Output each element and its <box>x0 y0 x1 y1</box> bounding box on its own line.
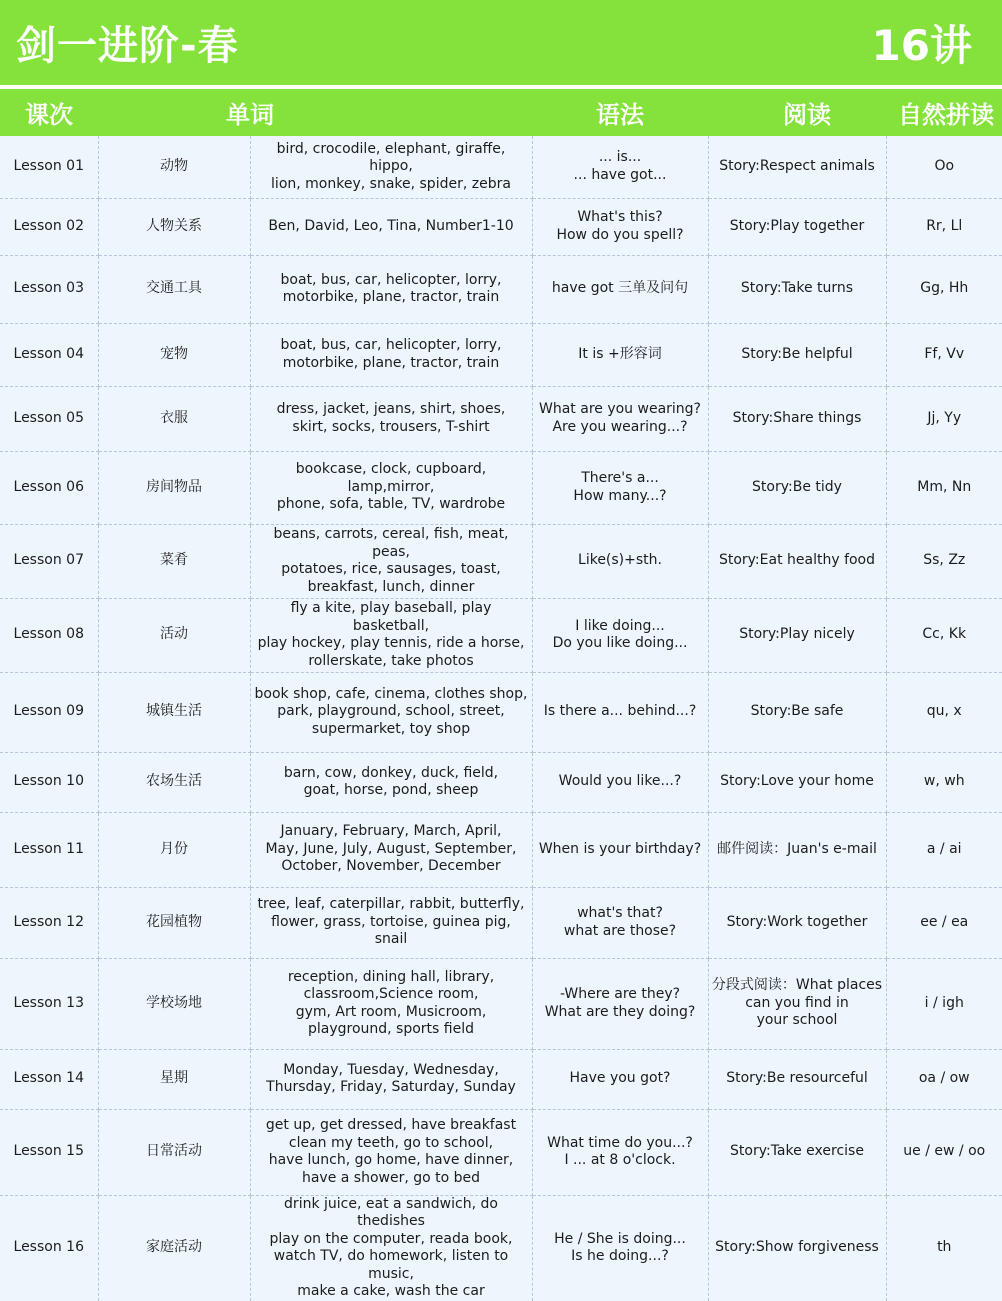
topic-cell: 动物 <box>98 136 250 198</box>
header-words: 单词 <box>226 101 274 129</box>
words-cell: January, February, March, April, May, June, July, August, September, October, November, December <box>250 812 532 887</box>
table-row <box>0 887 1002 958</box>
topic-cell: 城镇生活 <box>98 672 250 752</box>
topic-cell: 活动 <box>98 598 250 672</box>
table-row <box>0 812 1002 887</box>
words-cell: beans, carrots, cereal, fish, meat, peas, potatoes, rice, sausages, toast, breakfast, lunch, dinner <box>250 524 532 598</box>
reading-cell: Story:Take turns <box>708 255 886 323</box>
reading-cell: Story:Be safe <box>708 672 886 752</box>
title-bar <box>0 0 1002 85</box>
table-row <box>0 1195 1002 1301</box>
words-cell: book shop, cafe, cinema, clothes shop, park, playground, school, street, supermarket, toy shop <box>250 672 532 752</box>
table-row <box>0 323 1002 386</box>
reading-cell: Story:Play together <box>708 198 886 255</box>
phonics-cell: qu, x <box>886 672 1002 752</box>
phonics-cell: ee / ea <box>886 887 1002 958</box>
table-row <box>0 672 1002 752</box>
topic-cell: 日常活动 <box>98 1109 250 1195</box>
reading-cell: 分段式阅读：What places can you find in your school <box>708 958 886 1049</box>
topic-cell: 星期 <box>98 1049 250 1109</box>
reading-cell: Story:Love your home <box>708 752 886 812</box>
reading-cell: Story:Respect animals <box>708 136 886 198</box>
topic-cell: 家庭活动 <box>98 1195 250 1301</box>
grammar-cell: -Where are they? What are they doing? <box>532 958 708 1049</box>
phonics-cell: Oo <box>886 136 1002 198</box>
reading-cell: Story:Play nicely <box>708 598 886 672</box>
header-lesson: 课次 <box>25 101 73 129</box>
reading-cell: 邮件阅读：Juan's e-mail <box>708 812 886 887</box>
topic-cell: 宠物 <box>98 323 250 386</box>
header-phonics: 自然拼读 <box>898 101 994 129</box>
table-row <box>0 255 1002 323</box>
lesson-cell: Lesson 03 <box>0 255 98 323</box>
topic-cell: 人物关系 <box>98 198 250 255</box>
words-cell: bookcase, clock, cupboard, lamp,mirror, phone, sofa, table, TV, wardrobe <box>250 451 532 524</box>
words-cell: reception, dining hall, library, classroom,Science room, gym, Art room, Musicroom, playground, sports field <box>250 958 532 1049</box>
grammar-cell: When is your birthday? <box>532 812 708 887</box>
header-grammar: 语法 <box>596 101 644 129</box>
topic-cell: 月份 <box>98 812 250 887</box>
table-row <box>0 136 1002 198</box>
lesson-cell: Lesson 12 <box>0 887 98 958</box>
phonics-cell: Mm, Nn <box>886 451 1002 524</box>
grammar-cell: What's this? How do you spell? <box>532 198 708 255</box>
reading-cell: Story:Work together <box>708 887 886 958</box>
phonics-cell: oa / ow <box>886 1049 1002 1109</box>
phonics-cell: Ff, Vv <box>886 323 1002 386</box>
phonics-cell: Gg, Hh <box>886 255 1002 323</box>
phonics-cell: Jj, Yy <box>886 386 1002 451</box>
grammar-cell: ... is... ... have got... <box>532 136 708 198</box>
phonics-cell: i / igh <box>886 958 1002 1049</box>
grammar-cell: It is +形容词 <box>532 323 708 386</box>
grammar-cell: Like(s)+sth. <box>532 524 708 598</box>
topic-cell: 农场生活 <box>98 752 250 812</box>
table-row <box>0 386 1002 451</box>
phonics-cell: ue / ew / oo <box>886 1109 1002 1195</box>
lesson-cell: Lesson 06 <box>0 451 98 524</box>
lesson-count: 16讲 <box>871 20 972 70</box>
words-cell: boat, bus, car, helicopter, lorry, motorbike, plane, tractor, train <box>250 323 532 386</box>
words-cell: drink juice, eat a sandwich, do thedishes play on the computer, reada book, watch TV, do homework, listen to music, make a cake, wash the car <box>250 1195 532 1301</box>
topic-cell: 学校场地 <box>98 958 250 1049</box>
grammar-cell: what's that? what are those? <box>532 887 708 958</box>
page-title: 剑一进阶-春 <box>16 23 239 69</box>
grammar-cell: Would you like...? <box>532 752 708 812</box>
grammar-cell: Have you got? <box>532 1049 708 1109</box>
grammar-cell: What are you wearing? Are you wearing...? <box>532 386 708 451</box>
reading-cell: Story:Be tidy <box>708 451 886 524</box>
words-cell: tree, leaf, caterpillar, rabbit, butterfly, flower, grass, tortoise, guinea pig, snail <box>250 887 532 958</box>
table-row <box>0 958 1002 1049</box>
lesson-cell: Lesson 14 <box>0 1049 98 1109</box>
table-header <box>0 89 1002 136</box>
words-cell: Ben, David, Leo, Tina, Number1-10 <box>250 198 532 255</box>
header-reading: 阅读 <box>783 101 831 129</box>
table-row <box>0 524 1002 598</box>
grammar-cell: He / She is doing... Is he doing...? <box>532 1195 708 1301</box>
words-cell: get up, get dressed, have breakfast clean my teeth, go to school, have lunch, go home, have dinner, have a shower, go to bed <box>250 1109 532 1195</box>
reading-cell: Story:Be resourceful <box>708 1049 886 1109</box>
table-row <box>0 1109 1002 1195</box>
lesson-cell: Lesson 11 <box>0 812 98 887</box>
phonics-cell: Ss, Zz <box>886 524 1002 598</box>
lesson-table <box>0 136 1002 1301</box>
reading-cell: Story:Show forgiveness <box>708 1195 886 1301</box>
grammar-cell: have got 三单及问句 <box>532 255 708 323</box>
reading-cell: Story:Share things <box>708 386 886 451</box>
words-cell: bird, crocodile, elephant, giraffe, hippo, lion, monkey, snake, spider, zebra <box>250 136 532 198</box>
phonics-cell: Cc, Kk <box>886 598 1002 672</box>
phonics-cell: Rr, Ll <box>886 198 1002 255</box>
lesson-cell: Lesson 05 <box>0 386 98 451</box>
lesson-cell: Lesson 08 <box>0 598 98 672</box>
topic-cell: 衣服 <box>98 386 250 451</box>
lesson-cell: Lesson 09 <box>0 672 98 752</box>
lesson-cell: Lesson 02 <box>0 198 98 255</box>
reading-cell: Story:Be helpful <box>708 323 886 386</box>
phonics-cell: w, wh <box>886 752 1002 812</box>
words-cell: Monday, Tuesday, Wednesday, Thursday, Friday, Saturday, Sunday <box>250 1049 532 1109</box>
grammar-cell: There's a... How many...? <box>532 451 708 524</box>
lesson-cell: Lesson 04 <box>0 323 98 386</box>
grammar-cell: I like doing... Do you like doing... <box>532 598 708 672</box>
grammar-cell: What time do you...? I ... at 8 o'clock. <box>532 1109 708 1195</box>
lesson-cell: Lesson 13 <box>0 958 98 1049</box>
table-row <box>0 598 1002 672</box>
topic-cell: 菜肴 <box>98 524 250 598</box>
topic-cell: 花园植物 <box>98 887 250 958</box>
lesson-cell: Lesson 16 <box>0 1195 98 1301</box>
topic-cell: 交通工具 <box>98 255 250 323</box>
table-row <box>0 451 1002 524</box>
table-row <box>0 198 1002 255</box>
reading-cell: Story:Eat healthy food <box>708 524 886 598</box>
words-cell: barn, cow, donkey, duck, field, goat, horse, pond, sheep <box>250 752 532 812</box>
table-row <box>0 752 1002 812</box>
lesson-cell: Lesson 07 <box>0 524 98 598</box>
phonics-cell: th <box>937 1239 952 1256</box>
lesson-cell: Lesson 01 <box>0 136 98 198</box>
words-cell: boat, bus, car, helicopter, lorry, motorbike, plane, tractor, train <box>250 255 532 323</box>
lesson-cell: Lesson 10 <box>0 752 98 812</box>
phonics-cell: a / ai <box>886 812 1002 887</box>
lesson-cell: Lesson 15 <box>0 1109 98 1195</box>
topic-cell: 房间物品 <box>98 451 250 524</box>
table-row <box>0 1049 1002 1109</box>
words-cell: fly a kite, play baseball, play basketball, play hockey, play tennis, ride a horse, rollerskate, take photos <box>250 598 532 672</box>
reading-cell: Story:Take exercise <box>708 1109 886 1195</box>
grammar-cell: Is there a... behind...? <box>532 672 708 752</box>
words-cell: dress, jacket, jeans, shirt, shoes, skirt, socks, trousers, T-shirt <box>250 386 532 451</box>
